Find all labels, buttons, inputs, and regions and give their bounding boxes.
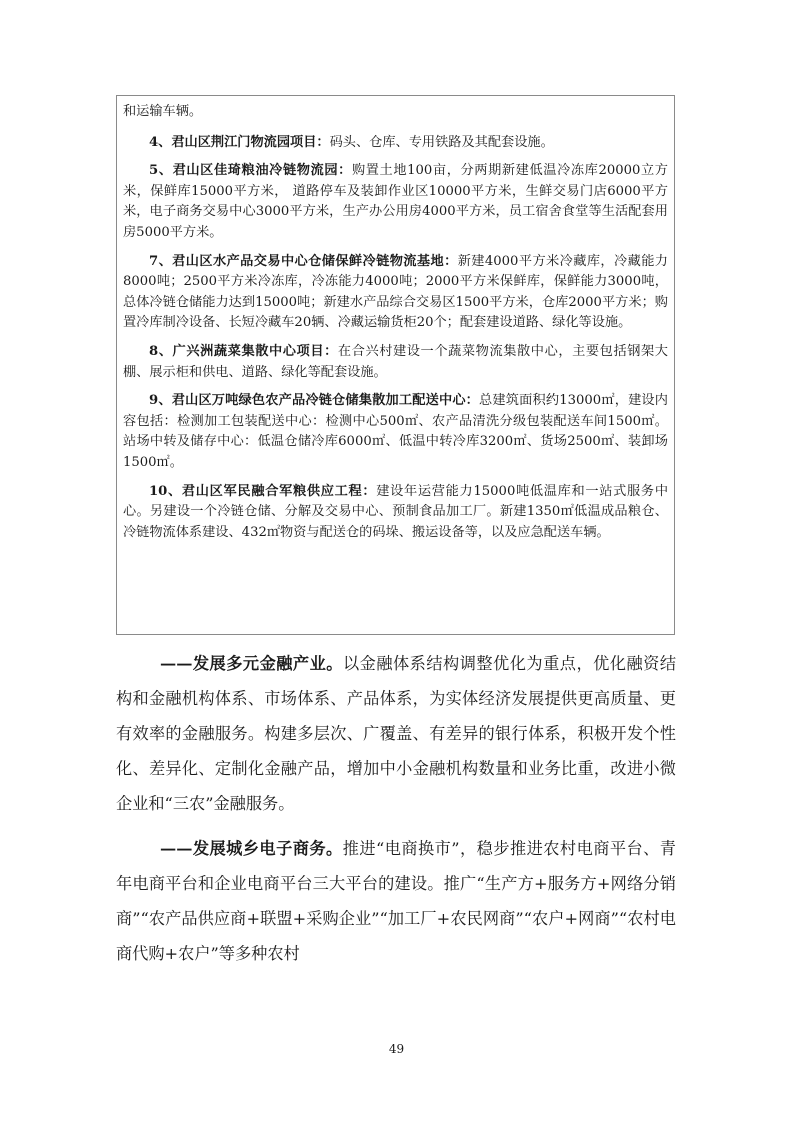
paragraph-heading: ——发展多元金融产业。 [160,654,343,673]
project-item-10 [123,482,668,544]
project-item-text: 码头、仓库、专用铁路及其配套设施。 [329,134,554,150]
project-item-title: 5、君山区佳琦粮油冷链物流园： [149,163,352,179]
paragraph-text: 以金融体系结构调整优化为重点，优化融资结构和金融机构体系、市场体系、产品体系，为实体经济发展提供更高质量、更有效率的金融服务。构建多层次、广覆盖、有差异的银行体系，积极开发个性化、差异化、定制化金融产品，增加中小金融机构数量和业务比重，改进小微企业和“三农”金融服务。 [116,654,677,813]
project-item-9 [123,391,668,473]
project-item-7 [123,252,668,334]
project-item-8 [123,342,668,383]
project-item-title: 10、君山区军民融合军粮供应工程： [149,483,377,499]
paragraph-finance [116,646,676,821]
body-text [116,646,676,981]
project-item-4 [123,133,668,154]
project-item-title: 7、君山区水产品交易中心仓储保鲜冷链物流基地： [149,253,458,269]
project-item-text: 建设年运营能力15000吨低温库和一站式服务中心。另建设一个冷链仓储、分解及交易中心、预制食品加工厂。新建1350㎡低温成品粮仓、冷链物流体系建设、432㎡物资与配送仓的码垛、搬运设备等，以及应急配送车辆。 [123,483,669,540]
paragraph-text: 推进“电商换市”，稳步推进农村电商平台、青年电商平台和企业电商平台三大平台的建设。推广“生产方+服务方+网络分销商”“农产品供应商+联盟+采购企业”“加工厂+农民网商”“农户+网商”“农村电商代购+农户”等多种农村 [116,839,676,963]
project-item-title: 8、广兴洲蔬菜集散中心项目： [149,343,338,359]
box-lead-text: 和运输车辆。 [123,104,203,119]
project-item-text: 总建筑面积约13000㎡，建设内容包括：检测加工包装配送中心：检测中心500㎡、农产品清洗分级包装配送车间1500㎡。站场中转及储存中心：低温仓储冷库6000㎡、低温中转冷库3200㎡、货场2500㎡、装卸场1500㎡。 [123,393,668,470]
paragraph-ecommerce [116,831,676,971]
paragraph-heading: ——发展城乡电子商务。 [160,839,343,858]
project-item-5 [123,161,668,243]
project-item-title: 9、君山区万吨绿色农产品冷链仓储集散加工配送中心： [149,393,480,409]
project-item-text: 购置土地100亩，分两期新建低温冷冻库20000立方米，保鲜库15000平方米， 道路停车及装卸作业区10000平方米，生鲜交易门店6000平方米，电子商务交易中心3000平方米，生产办公用房4000平方米，员工宿舍食堂等生活配套用房5000平方米。 [123,163,668,240]
project-item-text: 新建4000平方米冷藏库，冷藏能力8000吨；2500平方米冷冻库，冷冻能力4000吨；2000平方米保鲜库，保鲜能力3000吨，总体冷链仓储能力达到15000吨；新建水产品综合交易区1500平方米，仓库2000平方米；购置冷库制冷设备、长短冷藏车20辆、冷藏运输货柜20个；配套建设道路、绿化等设施。 [123,253,668,331]
project-item-text: 在合兴村建设一个蔬菜物流集散中心，主要包括钢架大棚、展示柜和供电、道路、绿化等配套设施。 [123,343,668,380]
project-item-title: 4、君山区荆江门物流园项目： [149,134,330,150]
page-number: 49 [388,1042,405,1056]
project-list-box [116,95,675,635]
